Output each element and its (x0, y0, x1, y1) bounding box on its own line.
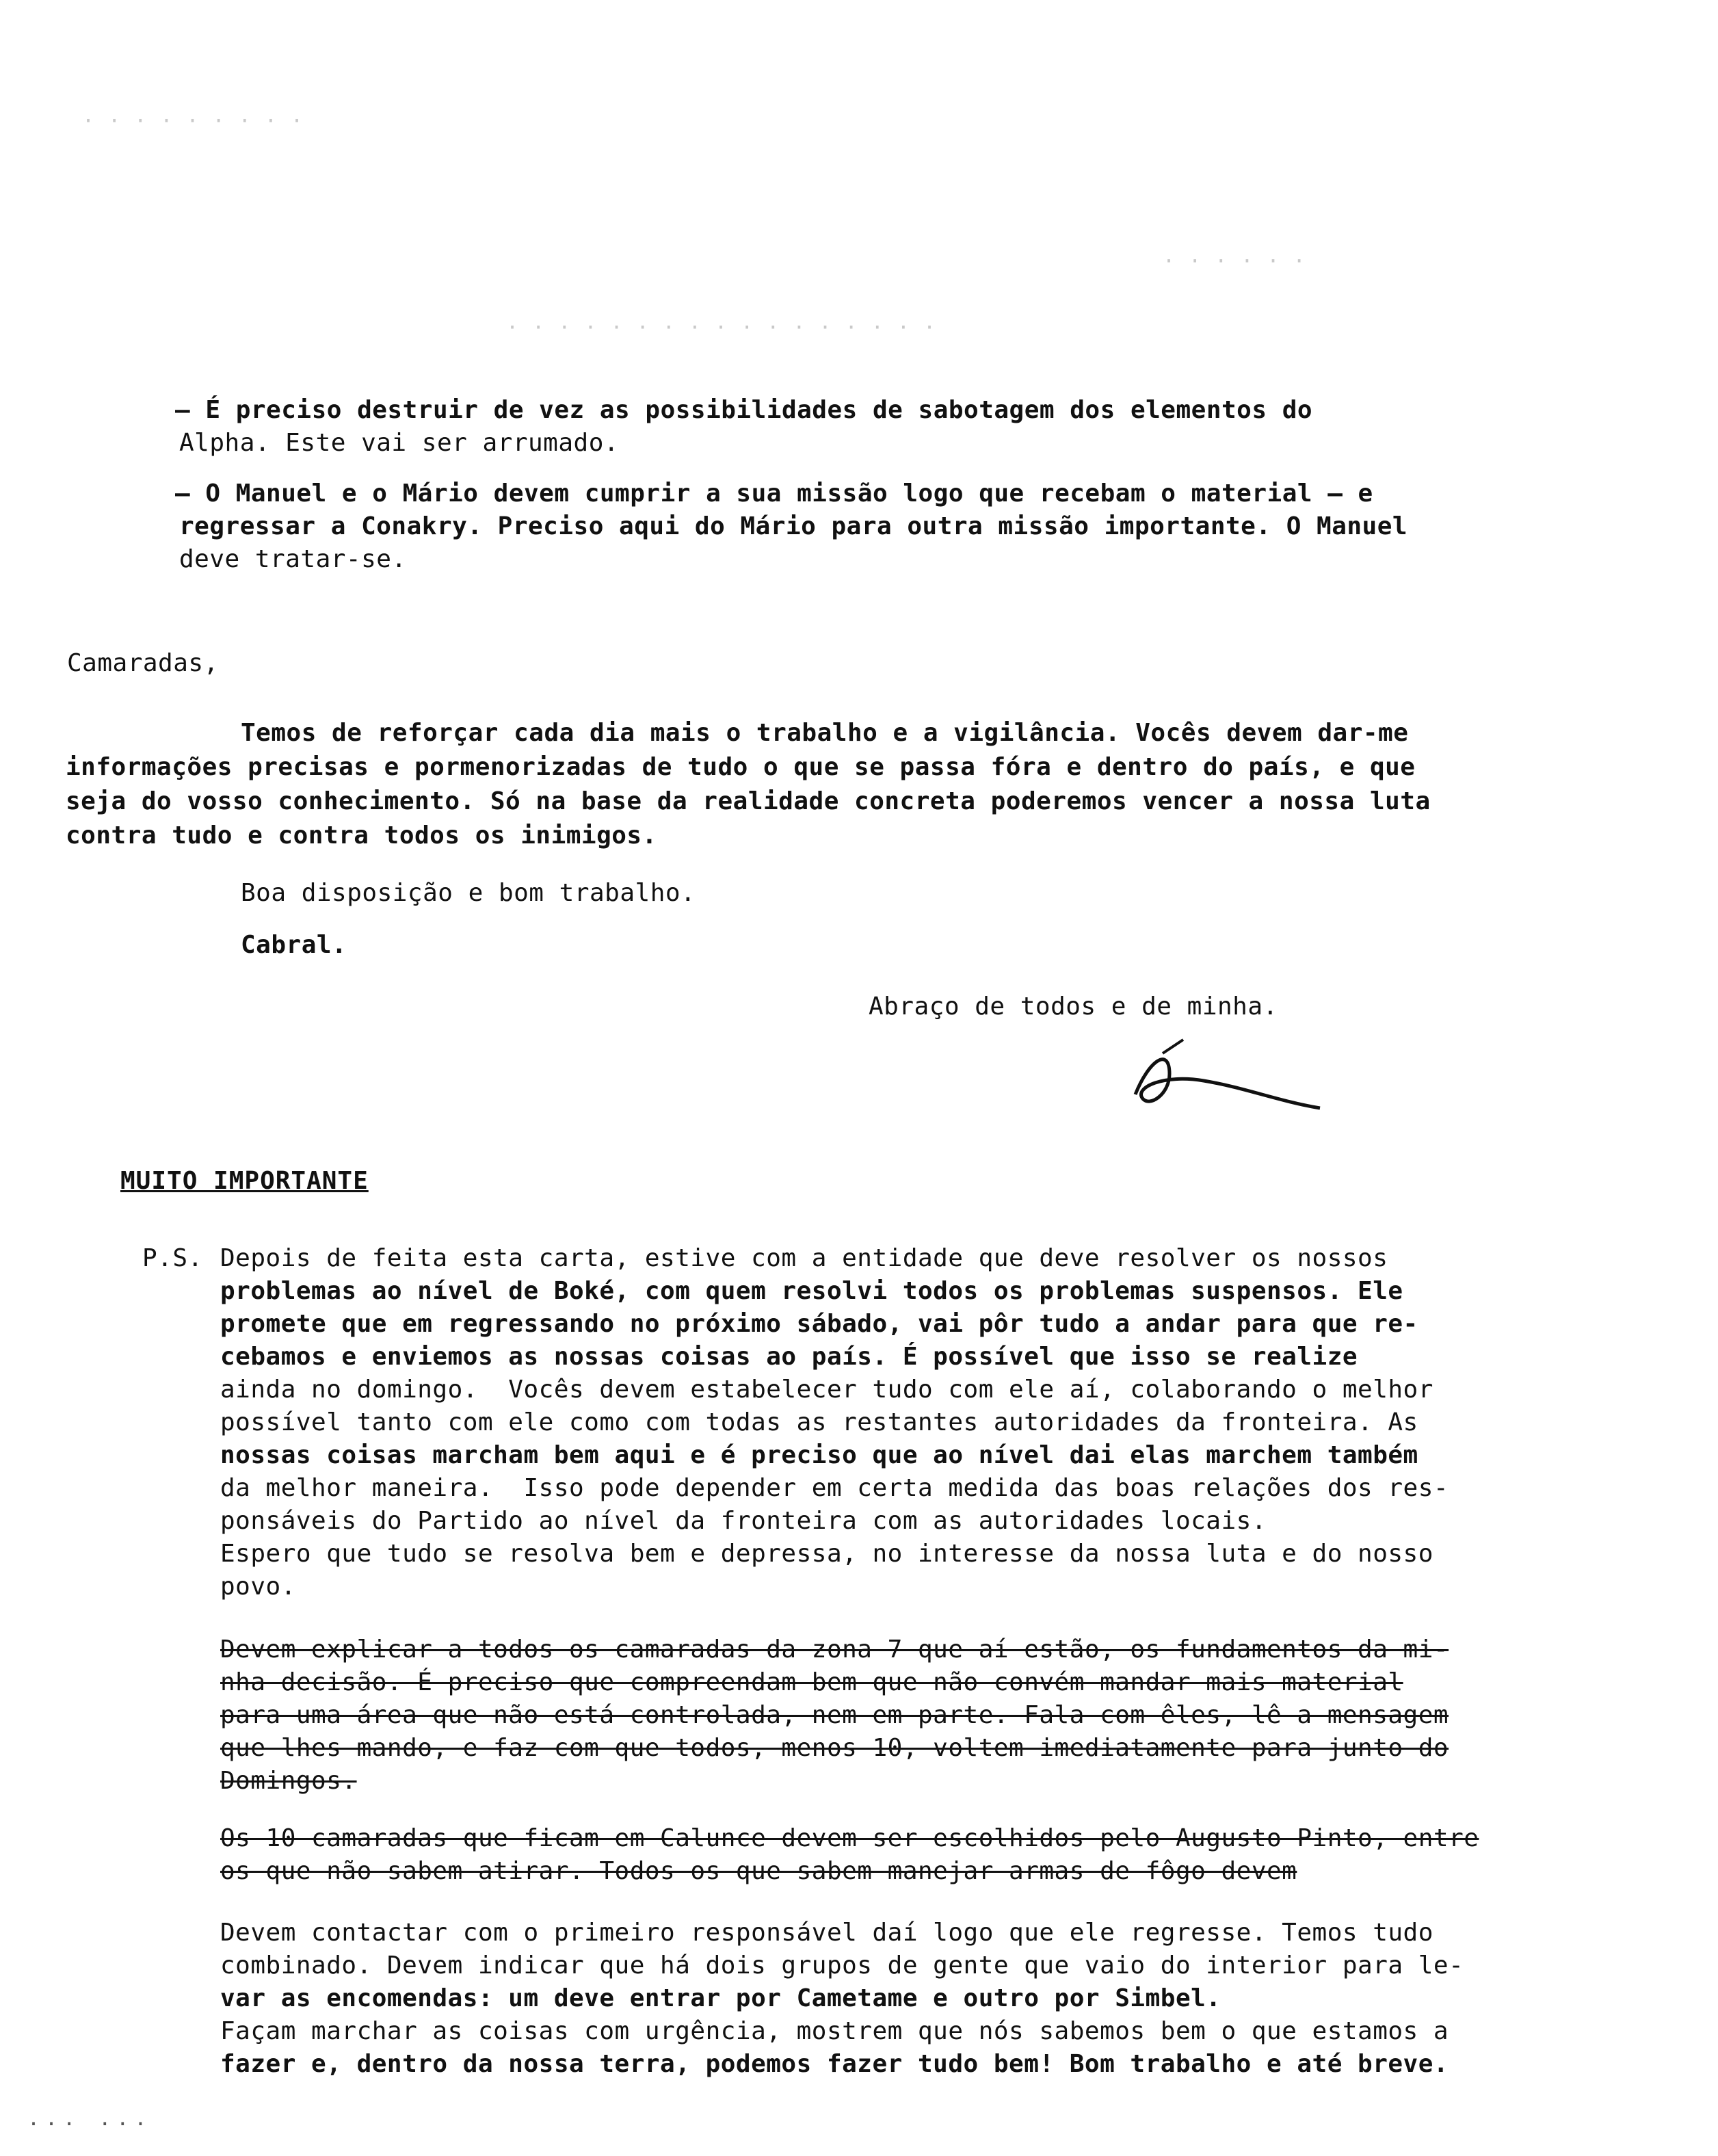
final-line-4: Façam marchar as coisas com urgência, mostrem que nós sabemos bem o que estamos a (220, 2017, 1449, 2045)
ps-label: P.S. (142, 1244, 203, 1272)
ps-line-2: problemas ao nível de Boké, com quem resolvi todos os problemas suspensos. Ele (220, 1277, 1403, 1305)
bullet-1-line-2: Alpha. Este vai ser arrumado. (179, 429, 620, 457)
ps-line-11: povo. (220, 1573, 296, 1601)
bleed-through: · · · · · · · · · · · · · · · · · (506, 316, 937, 340)
final-line-3: var as encomendas: um deve entrar por Cametame e outro por Simbel. (220, 1984, 1221, 2012)
ps-line-4: cebamos e enviemos as nossas coisas ao país. É possível que isso se realize (220, 1343, 1358, 1371)
ps-line-1: Depois de feita esta carta, estive com a entidade que deve resolver os nossos (220, 1244, 1388, 1272)
struck-line-1: Devem explicar a todos os camaradas da zona 7 que aí estão, os fundamentos da mi- (220, 1635, 1449, 1664)
ps-line-9: ponsáveis do Partido ao nível da fronteira com as autoridades locais. (220, 1507, 1267, 1535)
struck-line-3: para uma área que não está controlada, nem em parte. Fala com êles, lê a mensagem (220, 1701, 1449, 1729)
body-line-3: seja do vosso conhecimento. Só na base da realidade concreta poderemos vencer a nossa luta (66, 787, 1431, 815)
closing-line: Boa disposição e bom trabalho. (241, 879, 696, 907)
sign-off: Abraço de todos e de minha. (869, 992, 1278, 1021)
bullet-2-line-1: – O Manuel e o Mário devem cumprir a sua missão logo que recebam o material – e (175, 479, 1373, 508)
final-line-2: combinado. Devem indicar que há dois grupos de gente que vaio do interior para le- (220, 1951, 1464, 1980)
body-line-4: contra tudo e contra todos os inimigos. (66, 821, 657, 850)
closing-word: Cabral. (241, 931, 347, 959)
bleed-through: · · · · · · · · · (82, 109, 304, 133)
final-line-1: Devem contactar com o primeiro responsável daí logo que ele regresse. Temos tudo (220, 1919, 1433, 1947)
struck-line-2: nha decisão. É preciso que compreendam bem que não convém mandar mais material (220, 1668, 1403, 1696)
body-line-1: Temos de reforçar cada dia mais o trabalho e a vigilância. Vocês devem dar-me (241, 719, 1409, 747)
struck-line-6: Os 10 camaradas que ficam em Calunce devem ser escolhidos pelo Augusto Pinto, entre (220, 1824, 1479, 1852)
body-line-2: informações precisas e pormenorizadas de tudo o que se passa fóra e dentro do país, e que (66, 753, 1416, 781)
ps-line-8: da melhor maneira. Isso pode depender em certa medida das boas relações dos res- (220, 1474, 1449, 1502)
struck-line-5: Domingos. (220, 1767, 357, 1795)
struck-line-4: que lhes mando, e faz com que todos, menos 10, voltem imediatamente para junto do (220, 1734, 1449, 1762)
final-line-5: fazer e, dentro da nossa terra, podemos fazer tudo bem! Bom trabalho e até breve. (220, 2050, 1449, 2078)
bottom-marks: ... ... (27, 2107, 153, 2131)
salutation: Camaradas, (67, 649, 219, 677)
ps-line-6: possível tanto com ele como com todas as restantes autoridades da fronteira. As (220, 1408, 1418, 1436)
ps-line-3: promete que em regressando no próximo sábado, vai pôr tudo a andar para que re- (220, 1310, 1418, 1338)
ps-line-10: Espero que tudo se resolva bem e depressa, no interesse da nossa luta e do nosso (220, 1540, 1433, 1568)
struck-line-7: os que não sabem atirar. Todos os que sabem manejar armas de fôgo devem (220, 1857, 1297, 1885)
section-heading: MUITO IMPORTANTE (120, 1167, 369, 1195)
bleed-through: · · · · · · (1163, 250, 1306, 274)
ps-line-5: ainda no domingo. Vocês devem estabelecer tudo com ele aí, colaborando o melhor (220, 1376, 1433, 1404)
ps-line-7: nossas coisas marcham bem aqui e é preciso que ao nível dai elas marchem também (220, 1441, 1418, 1469)
bullet-2-line-3: deve tratar-se. (179, 545, 407, 573)
bullet-1-line-1: – É preciso destruir de vez as possibilidades de sabotagem dos elementos do (175, 396, 1313, 424)
bullet-2-line-2: regressar a Conakry. Preciso aqui do Mário para outra missão importante. O Manuel (179, 512, 1408, 540)
signature-mark (1122, 1033, 1327, 1129)
